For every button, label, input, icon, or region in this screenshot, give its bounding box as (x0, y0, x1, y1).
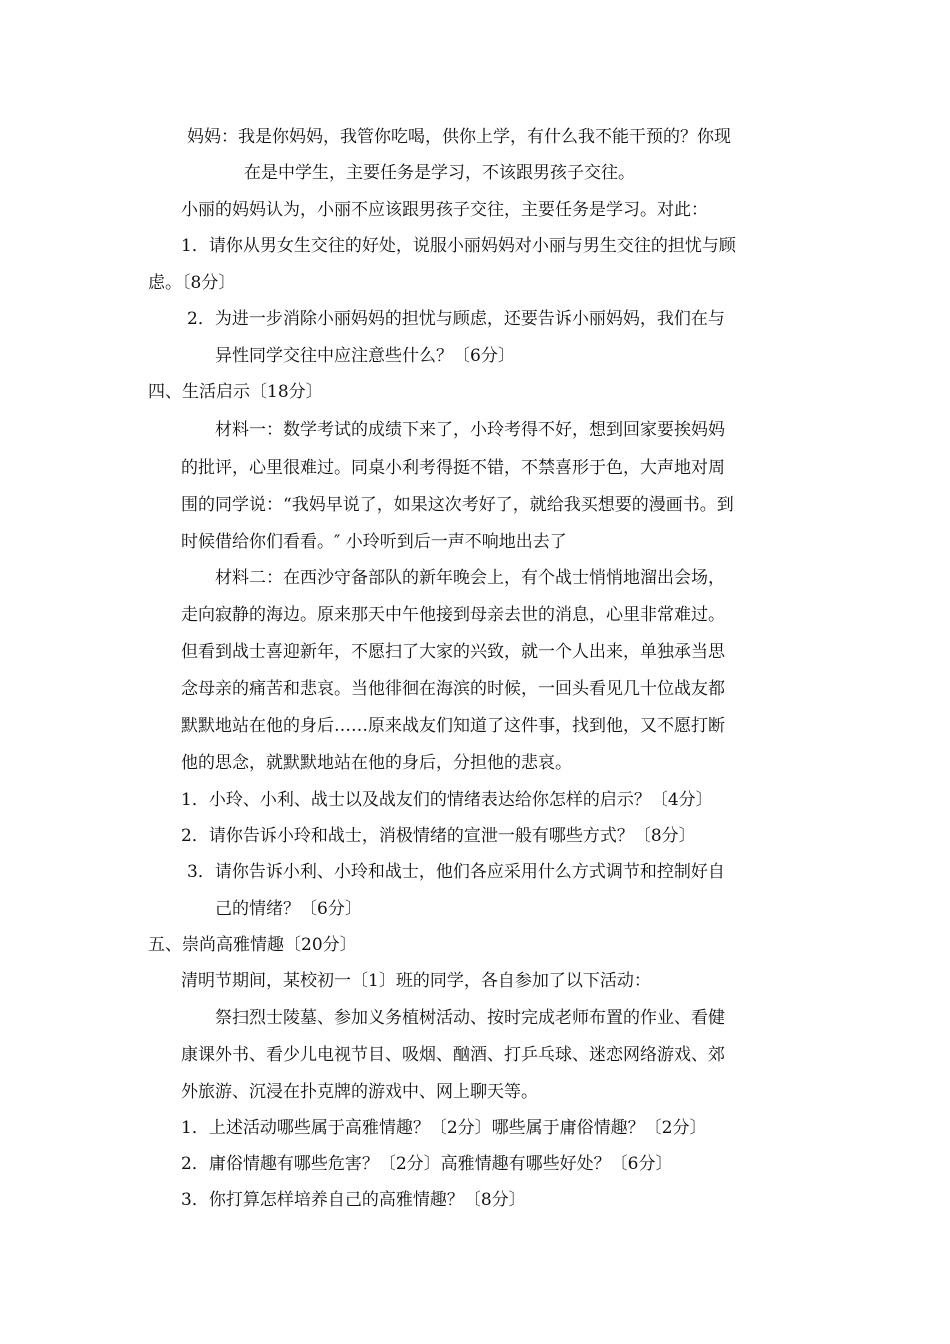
scenario-summary: 小丽的妈妈认为，小丽不应该跟男孩子交往，主要任务是学习。对此： (181, 200, 708, 220)
q5-3: 3．你打算怎样培养自己的高雅情趣？〔8分〕 (181, 1190, 526, 1210)
material-2-line-5: 默默地站在他的身后……原来战友们知道了这件事，找到他，又不愿打断 (181, 716, 725, 736)
q3-1-line-2: 虑。〔8分〕 (148, 273, 236, 293)
q3-2-line-2: 异性同学交往中应注意些什么？〔6分〕 (215, 346, 515, 366)
material-1-line-1: 材料一：数学考试的成绩下来了，小玲考得不好，想到回家要挨妈妈 (215, 420, 725, 440)
section-4-heading: 四、生活启示〔18分〕 (148, 382, 323, 402)
q4-3-line-2: 己的情绪？〔6分〕 (215, 899, 362, 919)
material-2-line-6: 他的思念，就默默地站在他的身后，分担他的悲哀。 (181, 753, 572, 773)
q5-1: 1．上述活动哪些属于高雅情趣？〔2分〕哪些属于庸俗情趣？〔2分〕 (181, 1118, 707, 1138)
section-5-heading: 五、崇尚高雅情趣〔20分〕 (148, 935, 357, 955)
section-5-intro: 清明节期间，某校初一〔1〕班的同学，各自参加了以下活动： (181, 971, 651, 991)
dialogue-mom-line-2: 在是中学生，主要任务是学习，不该跟男孩子交往。 (244, 163, 635, 183)
material-2-line-1: 材料二：在西沙守备部队的新年晚会上，有个战士悄悄地溜出会场， (215, 568, 725, 588)
activities-line-3: 外旅游、沉浸在扑克牌的游戏中、网上聊天等。 (181, 1082, 538, 1102)
activities-line-1: 祭扫烈士陵墓、参加义务植树活动、按时完成老师布置的作业、看健 (215, 1008, 725, 1028)
q3-2-line-1: 2．为进一步消除小丽妈妈的担忧与顾虑，还要告诉小丽妈妈，我们在与 (187, 309, 725, 329)
material-2-line-3: 但看到战士喜迎新年，不愿扫了大家的兴致，就一个人出来，单独承当思 (181, 642, 725, 662)
q3-1-line-1: 1．请你从男女生交往的好处，说服小丽妈妈对小丽与男生交往的担忧与顾 (181, 236, 736, 256)
dialogue-mom-line-1: 妈妈：我是你妈妈，我管你吃喝，供你上学，有什么我不能干预的？你现 (187, 127, 731, 147)
q4-2: 2．请你告诉小玲和战士，消极情绪的宣泄一般有哪些方式？〔8分〕 (181, 826, 696, 846)
q4-3-line-1: 3．请你告诉小利、小玲和战士，他们各应采用什么方式调节和控制好自 (187, 862, 725, 882)
material-1-line-2: 的批评，心里很难过。同桌小利考得挺不错，不禁喜形于色，大声地对周 (181, 458, 725, 478)
material-2-line-2: 走向寂静的海边。原来那天中午他接到母亲去世的消息，心里非常难过。 (181, 605, 725, 625)
activities-line-2: 康课外书、看少儿电视节目、吸烟、酗酒、打乒乓球、迷恋网络游戏、郊 (181, 1045, 725, 1065)
q4-1: 1．小玲、小利、战士以及战友们的情绪表达给你怎样的启示？〔4分〕 (181, 790, 713, 810)
material-1-line-3: 围的同学说：“我妈早说了，如果这次考好了，就给我买想要的漫画书。到 (181, 495, 734, 515)
q5-2: 2．庸俗情趣有哪些危害？〔2分〕高雅情趣有哪些好处？〔6分〕 (181, 1154, 673, 1174)
material-2-line-4: 念母亲的痛苦和悲哀。当他徘徊在海滨的时候，一回头看见几十位战友都 (181, 679, 725, 699)
material-1-line-4: 时候借给你们看看。″ 小玲听到后一声不响地出去了 (181, 532, 567, 552)
